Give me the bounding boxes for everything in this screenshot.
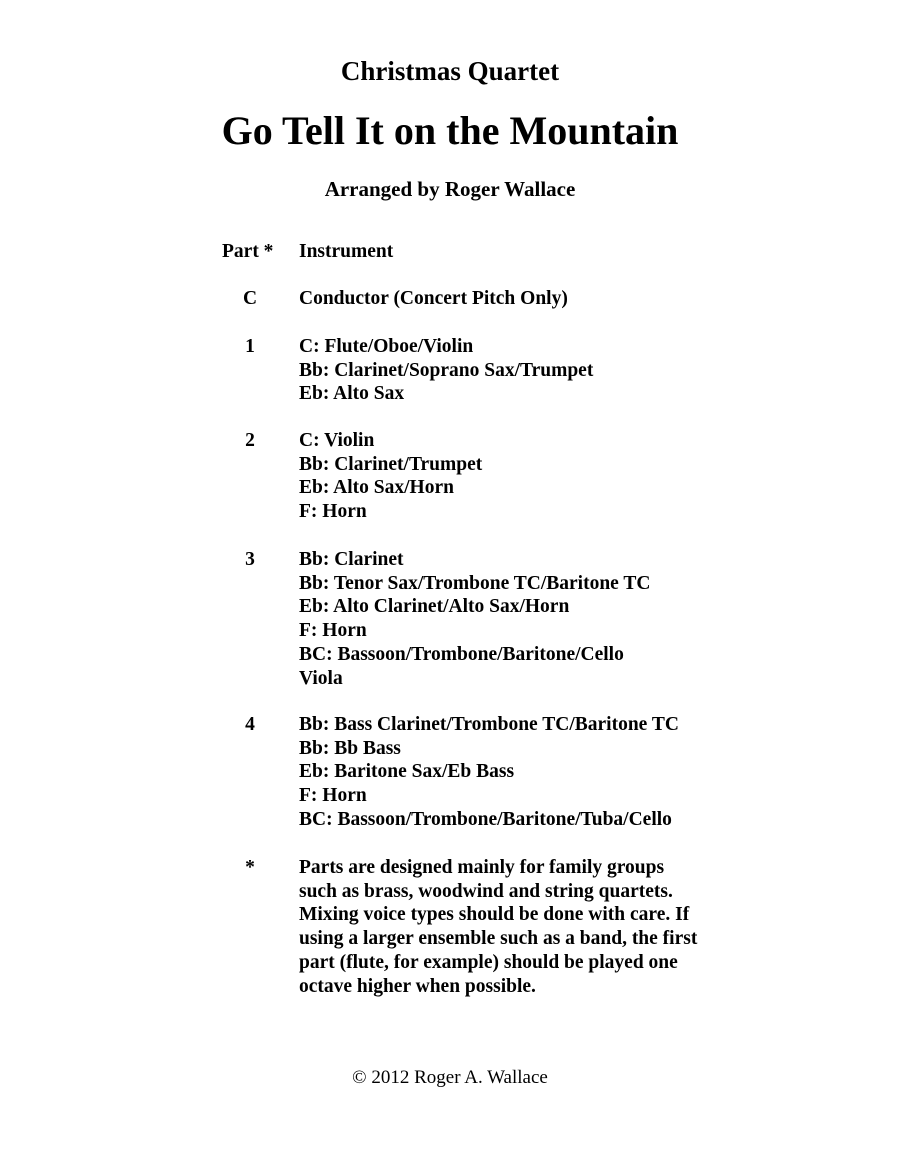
instrument-line: F: Horn [299, 501, 367, 523]
footnote-line: part (flute, for example) should be played one [299, 951, 678, 973]
part-number: 2 [245, 430, 255, 451]
footnote-line: Parts are designed mainly for family groups [299, 857, 665, 878]
instrument-line: Eb: Alto Sax [299, 383, 405, 405]
instrument-line: BC: Bassoon/Trombone/Baritone/Tuba/Cello [299, 808, 672, 830]
part-number: 1 [245, 336, 255, 357]
footnote-marker: * [245, 857, 255, 878]
footnote-line: Mixing voice types should be done with care. If [299, 904, 690, 926]
instrument-list [299, 287, 729, 311]
instrument-line: C: Flute/Oboe/Violin [299, 336, 474, 357]
footnote-line: such as brass, woodwind and string quartets. [299, 880, 673, 902]
instrument-list [299, 548, 729, 690]
instrument-line: Bb: Clarinet/Trumpet [299, 453, 483, 475]
footnote-line: using a larger ensemble such as a band, the first [299, 928, 698, 950]
instrument-line: Bb: Clarinet [299, 549, 404, 570]
instrument-line: BC: Bassoon/Trombone/Baritone/Cello [299, 643, 624, 665]
arranger-credit: Arranged by Roger Wallace [324, 177, 576, 201]
instrument-line: Bb: Bass Clarinet/Trombone TC/Baritone TC [299, 714, 679, 735]
part-number: 4 [245, 714, 255, 735]
instrument-line: Eb: Baritone Sax/Eb Bass [299, 761, 515, 783]
instrument-list [299, 429, 729, 524]
copyright-notice: © 2012 Roger A. Wallace [352, 1067, 548, 1088]
footnote-text [299, 856, 729, 998]
instrument-list [299, 713, 729, 832]
instrument-line: C: Violin [299, 430, 375, 451]
instrument-list [299, 335, 729, 406]
instrument-line: Conductor (Concert Pitch Only) [299, 288, 568, 309]
instrument-column-header: Instrument [299, 241, 394, 262]
instrument-line: Viola [299, 667, 343, 689]
instrument-line: Bb: Bb Bass [299, 737, 401, 759]
instrument-line: Eb: Alto Clarinet/Alto Sax/Horn [299, 596, 570, 618]
song-title: Go Tell It on the Mountain [221, 108, 679, 153]
instrument-line: F: Horn [299, 785, 367, 807]
footnote-line: octave higher when possible. [299, 975, 536, 997]
part-number: C [242, 288, 258, 309]
instrument-line: F: Horn [299, 620, 367, 642]
part-column-header: Part * [222, 241, 274, 262]
instrument-line: Eb: Alto Sax/Horn [299, 477, 454, 499]
instrument-line: Bb: Clarinet/Soprano Sax/Trumpet [299, 359, 594, 381]
part-number: 3 [245, 549, 255, 570]
collection-title: Christmas Quartet [340, 56, 560, 86]
instrument-line: Bb: Tenor Sax/Trombone TC/Baritone TC [299, 572, 651, 594]
